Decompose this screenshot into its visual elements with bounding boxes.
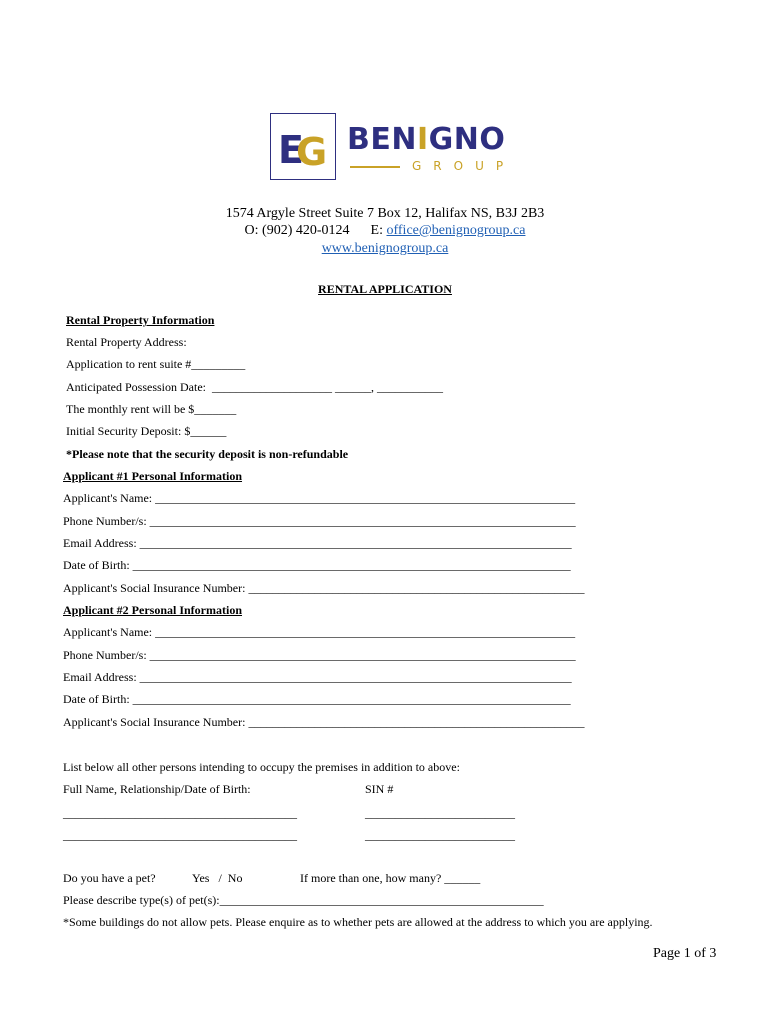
suite-field[interactable]: Application to rent suite #_________ (66, 357, 246, 371)
applicant2-phone-field[interactable]: Phone Number/s: _______________________________________________________________________ (63, 648, 576, 662)
deposit-note: *Please note that the security deposit is non-refundable (66, 447, 349, 461)
pet-count-field[interactable]: If more than one, how many? ______ (300, 871, 481, 885)
page-number: Page 1 of 3 (653, 946, 717, 961)
phone-number: O: (902) 420-0124 (244, 223, 350, 238)
page-title: RENTAL APPLICATION (318, 282, 452, 296)
occupant-sin-column-label: SIN # (365, 782, 394, 796)
applicant2-name-field[interactable]: Applicant's Name: ______________________________________________________________________ (63, 625, 576, 639)
website-link[interactable]: www.benignogroup.ca (321, 241, 449, 256)
occupant-name-field[interactable]: _______________________________________ (63, 806, 297, 820)
applicant1-email-field[interactable]: Email Address: ________________________________________________________________________ (63, 536, 572, 550)
applicant1-sin-field[interactable]: Applicant's Social Insurance Number: ________________________________________________________ (63, 581, 585, 595)
pet-type-field[interactable]: Please describe type(s) of pet(s):______________________________________________________ (63, 893, 544, 907)
applicant1-phone-field[interactable]: Phone Number/s: _______________________________________________________________________ (63, 514, 576, 528)
occupant-sin-field[interactable]: _________________________ (365, 806, 515, 820)
possession-date-field[interactable]: Anticipated Possession Date: ____________________ ______, ___________ (66, 380, 443, 394)
logo-letter-e: E (278, 128, 304, 171)
monthly-rent-field[interactable]: The monthly rent will be $_______ (66, 402, 237, 416)
occupant-name-column-label: Full Name, Relationship/Date of Birth: (63, 782, 251, 796)
pet-yes-no-option[interactable]: Yes / No (192, 871, 243, 885)
rental-address-field[interactable]: Rental Property Address: (66, 335, 187, 349)
applicant2-email-field[interactable]: Email Address: ________________________________________________________________________ (63, 670, 572, 684)
brand-name: BENIGNO (347, 122, 506, 157)
brand-subtitle: GROUP (412, 159, 516, 173)
logo-letter-g: G (296, 130, 328, 171)
email-link[interactable]: office@benignogroup.ca (386, 223, 526, 238)
applicant1-name-field[interactable]: Applicant's Name: ______________________________________________________________________ (63, 491, 576, 505)
company-address: 1574 Argyle Street Suite 7 Box 12, Halifax NS, B3J 2B3 (225, 206, 545, 221)
occupant-sin-field[interactable]: _________________________ (365, 828, 515, 842)
occupant-name-field[interactable]: _______________________________________ (63, 828, 297, 842)
pet-question: Do you have a pet? (63, 871, 156, 885)
contact-line: O: (902) 420-0124 E: office@benignogroup.ca (244, 223, 526, 238)
website-line (0, 240, 770, 257)
security-deposit-field[interactable]: Initial Security Deposit: $______ (66, 424, 227, 438)
applicant1-heading: Applicant #1 Personal Information (63, 469, 243, 483)
applicant2-heading: Applicant #2 Personal Information (63, 603, 243, 617)
applicant2-sin-field[interactable]: Applicant's Social Insurance Number: ________________________________________________________ (63, 715, 585, 729)
applicant2-dob-field[interactable]: Date of Birth: _________________________________________________________________________ (63, 692, 571, 706)
applicant1-dob-field[interactable]: Date of Birth: _________________________________________________________________________ (63, 558, 571, 572)
brand-divider (350, 166, 400, 168)
occupants-intro: List below all other persons intending to occupy the premises in addition to above: (63, 760, 460, 774)
rental-info-heading: Rental Property Information (66, 313, 215, 327)
logo-mark-icon (276, 125, 332, 171)
pet-policy-note: *Some buildings do not allow pets. Please enquire as to whether pets are allowed at the address to which you are applying. (63, 915, 653, 929)
